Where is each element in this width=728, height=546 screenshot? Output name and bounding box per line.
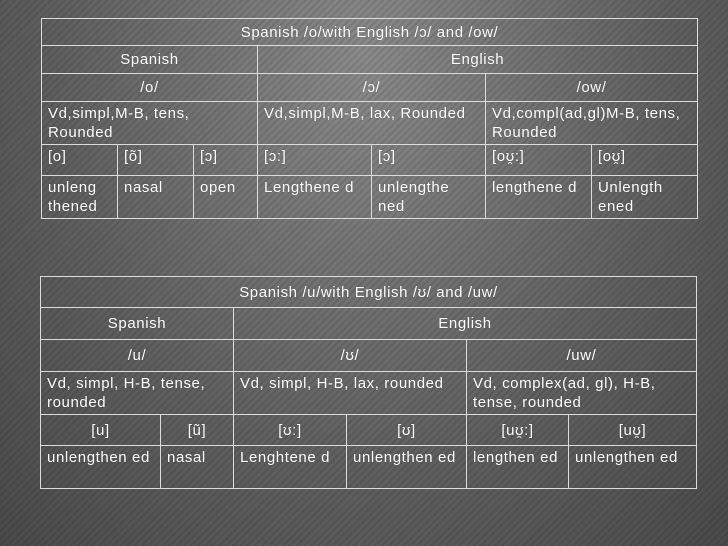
english-header: English [258,46,698,74]
feature-cell: unlengthe ned [372,176,486,219]
feature-cell: unlengthen ed [569,446,697,489]
feature-cell: lengthene d [486,176,592,219]
allophone-cell: [uʊ̯:] [467,415,569,446]
feature-cell: unlengthen ed [347,446,467,489]
allophone-cell: [ɔ] [194,145,258,176]
feature-cell: lengthen ed [467,446,569,489]
table-title: Spanish /u/with English /ʊ/ and /uw/ [41,277,697,308]
feature-cell: Lenghtene d [234,446,347,489]
english-header: English [234,308,697,340]
spanish-u-english-table [40,276,697,489]
spanish-header: Spanish [42,46,258,74]
phoneme-cell: /o/ [42,74,258,102]
feature-cell: unlengthen ed [41,446,161,489]
allophone-cell: [o] [42,145,118,176]
allophone-cell: [ũ] [161,415,234,446]
description-cell: Vd, simpl, H-B, tense, rounded [41,372,234,415]
spanish-o-english-table [41,18,698,219]
description-cell: Vd, simpl, H-B, lax, rounded [234,372,467,415]
allophone-cell: [ʊ:] [234,415,347,446]
feature-cell: open [194,176,258,219]
phoneme-cell: /uw/ [467,340,697,372]
feature-cell: nasal [118,176,194,219]
feature-cell: unleng thened [42,176,118,219]
description-cell: Vd,simpl,M-B, lax, Rounded [258,102,486,145]
feature-cell: Lengthene d [258,176,372,219]
feature-cell: Unlength ened [592,176,698,219]
allophone-cell: [ɔ] [372,145,486,176]
table-title: Spanish /o/with English /ɔ/ and /ow/ [42,19,698,46]
phoneme-cell: /ʊ/ [234,340,467,372]
allophone-cell: [oʊ̯] [592,145,698,176]
phoneme-cell: /ow/ [486,74,698,102]
allophone-cell: [õ] [118,145,194,176]
feature-cell: nasal [161,446,234,489]
phoneme-cell: /u/ [41,340,234,372]
allophone-cell: [u] [41,415,161,446]
allophone-cell: [uʊ̯] [569,415,697,446]
allophone-cell: [oʊ̯:] [486,145,592,176]
description-cell: Vd,compl(ad,gl)M-B, tens, Rounded [486,102,698,145]
allophone-cell: [ɔ:] [258,145,372,176]
spanish-header: Spanish [41,308,234,340]
description-cell: Vd,simpl,M-B, tens, Rounded [42,102,258,145]
allophone-cell: [ʊ] [347,415,467,446]
phoneme-cell: /ɔ/ [258,74,486,102]
description-cell: Vd, complex(ad, gl), H-B, tense, rounded [467,372,697,415]
